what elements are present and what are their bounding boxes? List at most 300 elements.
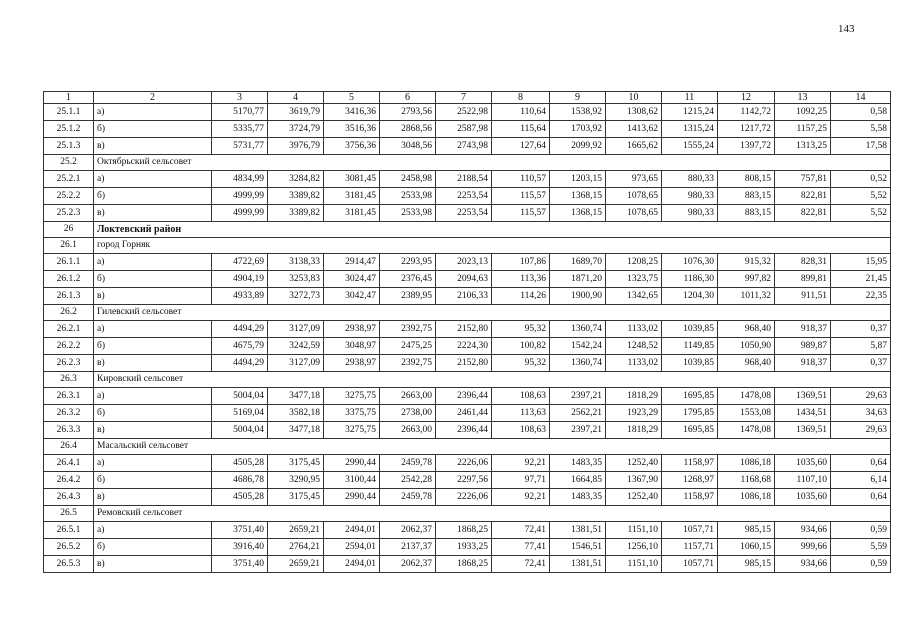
tariff-table (43, 91, 891, 573)
row-variant: в) (94, 355, 212, 372)
cell-col-5: 2914,47 (324, 254, 380, 271)
cell-col-6: 2868,56 (380, 121, 436, 138)
cell-col-3: 4904,19 (212, 271, 268, 288)
cell-col-3: 4675,79 (212, 338, 268, 355)
cell-col-12: 1142,72 (718, 104, 775, 121)
cell-col-9: 2397,21 (550, 422, 606, 439)
cell-col-3: 4834,99 (212, 171, 268, 188)
cell-col-5: 3516,36 (324, 121, 380, 138)
cell-col-4: 2659,21 (268, 522, 324, 539)
cell-col-6: 2738,00 (380, 405, 436, 422)
cell-col-6: 2389,95 (380, 288, 436, 305)
cell-col-7: 1933,25 (436, 539, 492, 556)
cell-col-3: 3751,40 (212, 522, 268, 539)
cell-col-14: 17,58 (831, 138, 891, 155)
cell-col-11: 1039,85 (662, 321, 718, 338)
table-row (44, 489, 891, 506)
column-header-4: 4 (268, 92, 324, 104)
cell-col-11: 1315,24 (662, 121, 718, 138)
cell-col-3: 4999,99 (212, 205, 268, 222)
cell-col-14: 5,52 (831, 205, 891, 222)
cell-col-4: 3619,79 (268, 104, 324, 121)
table-row (44, 288, 891, 305)
cell-col-3: 4686,78 (212, 472, 268, 489)
cell-col-6: 2376,45 (380, 271, 436, 288)
cell-col-9: 1664,85 (550, 472, 606, 489)
table-header-row (44, 92, 891, 104)
column-header-11: 11 (662, 92, 718, 104)
column-header-12: 12 (718, 92, 775, 104)
table-row (44, 171, 891, 188)
table-row (44, 455, 891, 472)
row-code: 26.3 (44, 372, 94, 388)
table-row (44, 472, 891, 489)
cell-col-7: 2522,98 (436, 104, 492, 121)
cell-col-13: 1369,51 (775, 422, 831, 439)
section-title: Ремовский сельсовет (94, 506, 891, 522)
cell-col-4: 3290,95 (268, 472, 324, 489)
cell-col-5: 3100,44 (324, 472, 380, 489)
cell-col-5: 3275,75 (324, 388, 380, 405)
cell-col-11: 980,33 (662, 205, 718, 222)
row-code: 26.2.1 (44, 321, 94, 338)
cell-col-13: 1313,25 (775, 138, 831, 155)
cell-col-12: 1553,08 (718, 405, 775, 422)
table-row (44, 188, 891, 205)
cell-col-9: 1381,51 (550, 522, 606, 539)
cell-col-14: 29,63 (831, 422, 891, 439)
section-title: Гилевский сельсовет (94, 305, 891, 321)
row-code: 25.1.3 (44, 138, 94, 155)
cell-col-14: 0,52 (831, 171, 891, 188)
cell-col-10: 1133,02 (606, 321, 662, 338)
column-header-7: 7 (436, 92, 492, 104)
cell-col-4: 3127,09 (268, 321, 324, 338)
table-row (44, 254, 891, 271)
cell-col-6: 2458,98 (380, 171, 436, 188)
cell-col-10: 1413,62 (606, 121, 662, 138)
row-variant: б) (94, 188, 212, 205)
table-row (44, 388, 891, 405)
cell-col-9: 1483,35 (550, 489, 606, 506)
cell-col-7: 2106,33 (436, 288, 492, 305)
row-variant: б) (94, 338, 212, 355)
cell-col-8: 114,26 (492, 288, 550, 305)
cell-col-8: 72,41 (492, 522, 550, 539)
cell-col-7: 2461,44 (436, 405, 492, 422)
cell-col-13: 918,37 (775, 321, 831, 338)
cell-col-13: 757,81 (775, 171, 831, 188)
cell-col-12: 968,40 (718, 355, 775, 372)
column-header-10: 10 (606, 92, 662, 104)
cell-col-12: 883,15 (718, 188, 775, 205)
cell-col-13: 911,51 (775, 288, 831, 305)
section-row (44, 305, 891, 321)
cell-col-3: 3751,40 (212, 556, 268, 573)
cell-col-10: 1151,10 (606, 522, 662, 539)
cell-col-10: 1367,90 (606, 472, 662, 489)
section-title: Локтевский район (94, 222, 891, 238)
cell-col-3: 5731,77 (212, 138, 268, 155)
row-code: 25.1.2 (44, 121, 94, 138)
cell-col-11: 1186,30 (662, 271, 718, 288)
cell-col-11: 1555,24 (662, 138, 718, 155)
cell-col-12: 1478,08 (718, 422, 775, 439)
cell-col-5: 3275,75 (324, 422, 380, 439)
cell-col-3: 3916,40 (212, 539, 268, 556)
table-row (44, 338, 891, 355)
row-variant: в) (94, 556, 212, 573)
cell-col-9: 1368,15 (550, 205, 606, 222)
cell-col-7: 2226,06 (436, 489, 492, 506)
cell-col-12: 1050,90 (718, 338, 775, 355)
cell-col-14: 22,35 (831, 288, 891, 305)
row-code: 26.1 (44, 238, 94, 254)
cell-col-10: 1151,10 (606, 556, 662, 573)
row-code: 26.4.2 (44, 472, 94, 489)
cell-col-13: 999,66 (775, 539, 831, 556)
cell-col-3: 4933,89 (212, 288, 268, 305)
cell-col-12: 1217,72 (718, 121, 775, 138)
cell-col-14: 0,37 (831, 355, 891, 372)
cell-col-11: 1076,30 (662, 254, 718, 271)
column-header-3: 3 (212, 92, 268, 104)
cell-col-14: 0,64 (831, 489, 891, 506)
cell-col-10: 973,65 (606, 171, 662, 188)
cell-col-11: 1158,97 (662, 455, 718, 472)
row-code: 26.2 (44, 305, 94, 321)
cell-col-13: 989,87 (775, 338, 831, 355)
cell-col-10: 1248,52 (606, 338, 662, 355)
cell-col-9: 2562,21 (550, 405, 606, 422)
cell-col-12: 997,82 (718, 271, 775, 288)
column-header-14: 14 (831, 92, 891, 104)
cell-col-11: 1158,97 (662, 489, 718, 506)
cell-col-6: 2533,98 (380, 188, 436, 205)
row-variant: а) (94, 254, 212, 271)
table-row (44, 138, 891, 155)
cell-col-6: 2533,98 (380, 205, 436, 222)
cell-col-3: 5004,04 (212, 422, 268, 439)
row-code: 26.3.2 (44, 405, 94, 422)
cell-col-3: 4494,29 (212, 321, 268, 338)
cell-col-7: 2396,44 (436, 388, 492, 405)
row-code: 26.2.3 (44, 355, 94, 372)
cell-col-7: 2587,98 (436, 121, 492, 138)
cell-col-10: 1665,62 (606, 138, 662, 155)
cell-col-10: 1078,65 (606, 188, 662, 205)
cell-col-11: 1057,71 (662, 556, 718, 573)
cell-col-3: 5170,77 (212, 104, 268, 121)
cell-col-5: 3081,45 (324, 171, 380, 188)
column-header-9: 9 (550, 92, 606, 104)
cell-col-7: 2152,80 (436, 321, 492, 338)
cell-col-4: 3242,59 (268, 338, 324, 355)
cell-col-4: 3477,18 (268, 388, 324, 405)
cell-col-6: 2137,37 (380, 539, 436, 556)
row-code: 26.1.3 (44, 288, 94, 305)
row-code: 26.1.1 (44, 254, 94, 271)
cell-col-14: 6,14 (831, 472, 891, 489)
cell-col-6: 3048,56 (380, 138, 436, 155)
cell-col-10: 1133,02 (606, 355, 662, 372)
cell-col-12: 1478,08 (718, 388, 775, 405)
cell-col-8: 72,41 (492, 556, 550, 573)
cell-col-6: 2062,37 (380, 522, 436, 539)
cell-col-6: 2392,75 (380, 355, 436, 372)
cell-col-5: 3375,75 (324, 405, 380, 422)
cell-col-10: 1252,40 (606, 455, 662, 472)
cell-col-3: 4505,28 (212, 489, 268, 506)
cell-col-7: 2297,56 (436, 472, 492, 489)
cell-col-4: 3138,33 (268, 254, 324, 271)
cell-col-12: 985,15 (718, 522, 775, 539)
cell-col-13: 822,81 (775, 188, 831, 205)
cell-col-10: 1818,29 (606, 422, 662, 439)
cell-col-11: 1057,71 (662, 522, 718, 539)
table-row (44, 321, 891, 338)
cell-col-5: 3181,45 (324, 205, 380, 222)
cell-col-10: 1923,29 (606, 405, 662, 422)
row-code: 26.5.2 (44, 539, 94, 556)
cell-col-13: 822,81 (775, 205, 831, 222)
section-title: Масальский сельсовет (94, 439, 891, 455)
section-title: город Горняк (94, 238, 891, 254)
cell-col-9: 1542,24 (550, 338, 606, 355)
cell-col-8: 77,41 (492, 539, 550, 556)
cell-col-4: 2659,21 (268, 556, 324, 573)
cell-col-14: 5,87 (831, 338, 891, 355)
cell-col-7: 2023,13 (436, 254, 492, 271)
table-row (44, 522, 891, 539)
cell-col-7: 1868,25 (436, 522, 492, 539)
cell-col-5: 3048,97 (324, 338, 380, 355)
cell-col-5: 2990,44 (324, 455, 380, 472)
section-row (44, 222, 891, 238)
cell-col-11: 1204,30 (662, 288, 718, 305)
cell-col-11: 1157,71 (662, 539, 718, 556)
cell-col-4: 3724,79 (268, 121, 324, 138)
cell-col-6: 2475,25 (380, 338, 436, 355)
cell-col-5: 3756,36 (324, 138, 380, 155)
cell-col-10: 1078,65 (606, 205, 662, 222)
cell-col-4: 3127,09 (268, 355, 324, 372)
cell-col-8: 113,36 (492, 271, 550, 288)
cell-col-5: 2594,01 (324, 539, 380, 556)
cell-col-14: 21,45 (831, 271, 891, 288)
row-code: 26.4.3 (44, 489, 94, 506)
cell-col-3: 4999,99 (212, 188, 268, 205)
cell-col-8: 97,71 (492, 472, 550, 489)
row-code: 26.2.2 (44, 338, 94, 355)
cell-col-5: 3024,47 (324, 271, 380, 288)
cell-col-7: 2226,06 (436, 455, 492, 472)
section-row (44, 155, 891, 171)
cell-col-9: 1703,92 (550, 121, 606, 138)
cell-col-13: 934,66 (775, 522, 831, 539)
row-code: 26.4.1 (44, 455, 94, 472)
cell-col-3: 5335,77 (212, 121, 268, 138)
cell-col-7: 2743,98 (436, 138, 492, 155)
cell-col-14: 5,52 (831, 188, 891, 205)
cell-col-10: 1252,40 (606, 489, 662, 506)
row-variant: а) (94, 104, 212, 121)
cell-col-9: 2099,92 (550, 138, 606, 155)
column-header-2: 2 (94, 92, 212, 104)
cell-col-6: 2793,56 (380, 104, 436, 121)
cell-col-4: 3389,82 (268, 205, 324, 222)
row-code: 26.3.3 (44, 422, 94, 439)
table-row (44, 271, 891, 288)
row-variant: б) (94, 539, 212, 556)
cell-col-5: 2938,97 (324, 355, 380, 372)
column-header-5: 5 (324, 92, 380, 104)
cell-col-14: 0,37 (831, 321, 891, 338)
cell-col-9: 1689,70 (550, 254, 606, 271)
row-variant: в) (94, 422, 212, 439)
cell-col-9: 1203,15 (550, 171, 606, 188)
column-header-6: 6 (380, 92, 436, 104)
row-code: 25.2.2 (44, 188, 94, 205)
table-row (44, 556, 891, 573)
cell-col-10: 1256,10 (606, 539, 662, 556)
cell-col-14: 29,63 (831, 388, 891, 405)
table-row (44, 121, 891, 138)
cell-col-6: 2663,00 (380, 422, 436, 439)
cell-col-6: 2459,78 (380, 489, 436, 506)
row-code: 26.5.3 (44, 556, 94, 573)
cell-col-11: 1795,85 (662, 405, 718, 422)
cell-col-12: 1397,72 (718, 138, 775, 155)
cell-col-12: 1011,32 (718, 288, 775, 305)
cell-col-6: 2459,78 (380, 455, 436, 472)
cell-col-9: 1368,15 (550, 188, 606, 205)
row-variant: в) (94, 489, 212, 506)
cell-col-10: 1818,29 (606, 388, 662, 405)
cell-col-13: 899,81 (775, 271, 831, 288)
cell-col-6: 2293,95 (380, 254, 436, 271)
cell-col-8: 92,21 (492, 489, 550, 506)
cell-col-4: 2764,21 (268, 539, 324, 556)
row-variant: в) (94, 205, 212, 222)
row-variant: б) (94, 271, 212, 288)
section-title: Октябрьский сельсовет (94, 155, 891, 171)
cell-col-10: 1323,75 (606, 271, 662, 288)
table-row (44, 104, 891, 121)
cell-col-5: 2494,01 (324, 522, 380, 539)
cell-col-4: 3389,82 (268, 188, 324, 205)
cell-col-3: 5169,04 (212, 405, 268, 422)
cell-col-4: 3976,79 (268, 138, 324, 155)
cell-col-8: 92,21 (492, 455, 550, 472)
row-code: 26 (44, 222, 94, 238)
page-number: 143 (838, 23, 855, 35)
row-variant: а) (94, 455, 212, 472)
cell-col-9: 1360,74 (550, 355, 606, 372)
cell-col-4: 3582,18 (268, 405, 324, 422)
cell-col-11: 1268,97 (662, 472, 718, 489)
table-body (44, 92, 891, 573)
cell-col-14: 0,64 (831, 455, 891, 472)
cell-col-11: 1149,85 (662, 338, 718, 355)
row-code: 26.4 (44, 439, 94, 455)
row-code: 26.5.1 (44, 522, 94, 539)
row-variant: в) (94, 138, 212, 155)
cell-col-5: 2990,44 (324, 489, 380, 506)
cell-col-14: 0,59 (831, 556, 891, 573)
cell-col-9: 1900,90 (550, 288, 606, 305)
cell-col-9: 1483,35 (550, 455, 606, 472)
cell-col-11: 980,33 (662, 188, 718, 205)
cell-col-13: 1434,51 (775, 405, 831, 422)
cell-col-5: 3042,47 (324, 288, 380, 305)
cell-col-10: 1308,62 (606, 104, 662, 121)
cell-col-4: 3477,18 (268, 422, 324, 439)
cell-col-12: 915,32 (718, 254, 775, 271)
row-variant: а) (94, 522, 212, 539)
table-row (44, 422, 891, 439)
cell-col-13: 1369,51 (775, 388, 831, 405)
cell-col-8: 115,57 (492, 205, 550, 222)
cell-col-8: 108,63 (492, 422, 550, 439)
cell-col-10: 1208,25 (606, 254, 662, 271)
cell-col-4: 3284,82 (268, 171, 324, 188)
cell-col-7: 2253,54 (436, 188, 492, 205)
table-row (44, 355, 891, 372)
cell-col-10: 1342,65 (606, 288, 662, 305)
row-variant: б) (94, 472, 212, 489)
cell-col-12: 985,15 (718, 556, 775, 573)
cell-col-8: 110,64 (492, 104, 550, 121)
cell-col-3: 5004,04 (212, 388, 268, 405)
cell-col-13: 1035,60 (775, 489, 831, 506)
cell-col-4: 3272,73 (268, 288, 324, 305)
section-title: Кировский сельсовет (94, 372, 891, 388)
cell-col-13: 1092,25 (775, 104, 831, 121)
cell-col-5: 2938,97 (324, 321, 380, 338)
cell-col-8: 108,63 (492, 388, 550, 405)
cell-col-9: 1381,51 (550, 556, 606, 573)
row-code: 26.3.1 (44, 388, 94, 405)
column-header-13: 13 (775, 92, 831, 104)
cell-col-9: 1538,92 (550, 104, 606, 121)
cell-col-8: 95,32 (492, 321, 550, 338)
table-row (44, 539, 891, 556)
cell-col-12: 883,15 (718, 205, 775, 222)
cell-col-5: 2494,01 (324, 556, 380, 573)
cell-col-3: 4505,28 (212, 455, 268, 472)
cell-col-9: 1546,51 (550, 539, 606, 556)
cell-col-8: 115,64 (492, 121, 550, 138)
cell-col-12: 808,15 (718, 171, 775, 188)
table-row (44, 405, 891, 422)
cell-col-7: 1868,25 (436, 556, 492, 573)
cell-col-12: 1168,68 (718, 472, 775, 489)
cell-col-12: 968,40 (718, 321, 775, 338)
cell-col-6: 2062,37 (380, 556, 436, 573)
cell-col-11: 880,33 (662, 171, 718, 188)
cell-col-3: 4722,69 (212, 254, 268, 271)
row-variant: а) (94, 388, 212, 405)
row-variant: б) (94, 405, 212, 422)
cell-col-8: 110,57 (492, 171, 550, 188)
cell-col-11: 1695,85 (662, 422, 718, 439)
cell-col-14: 34,63 (831, 405, 891, 422)
cell-col-4: 3175,45 (268, 455, 324, 472)
cell-col-7: 2188,54 (436, 171, 492, 188)
row-code: 25.1.1 (44, 104, 94, 121)
cell-col-8: 115,57 (492, 188, 550, 205)
